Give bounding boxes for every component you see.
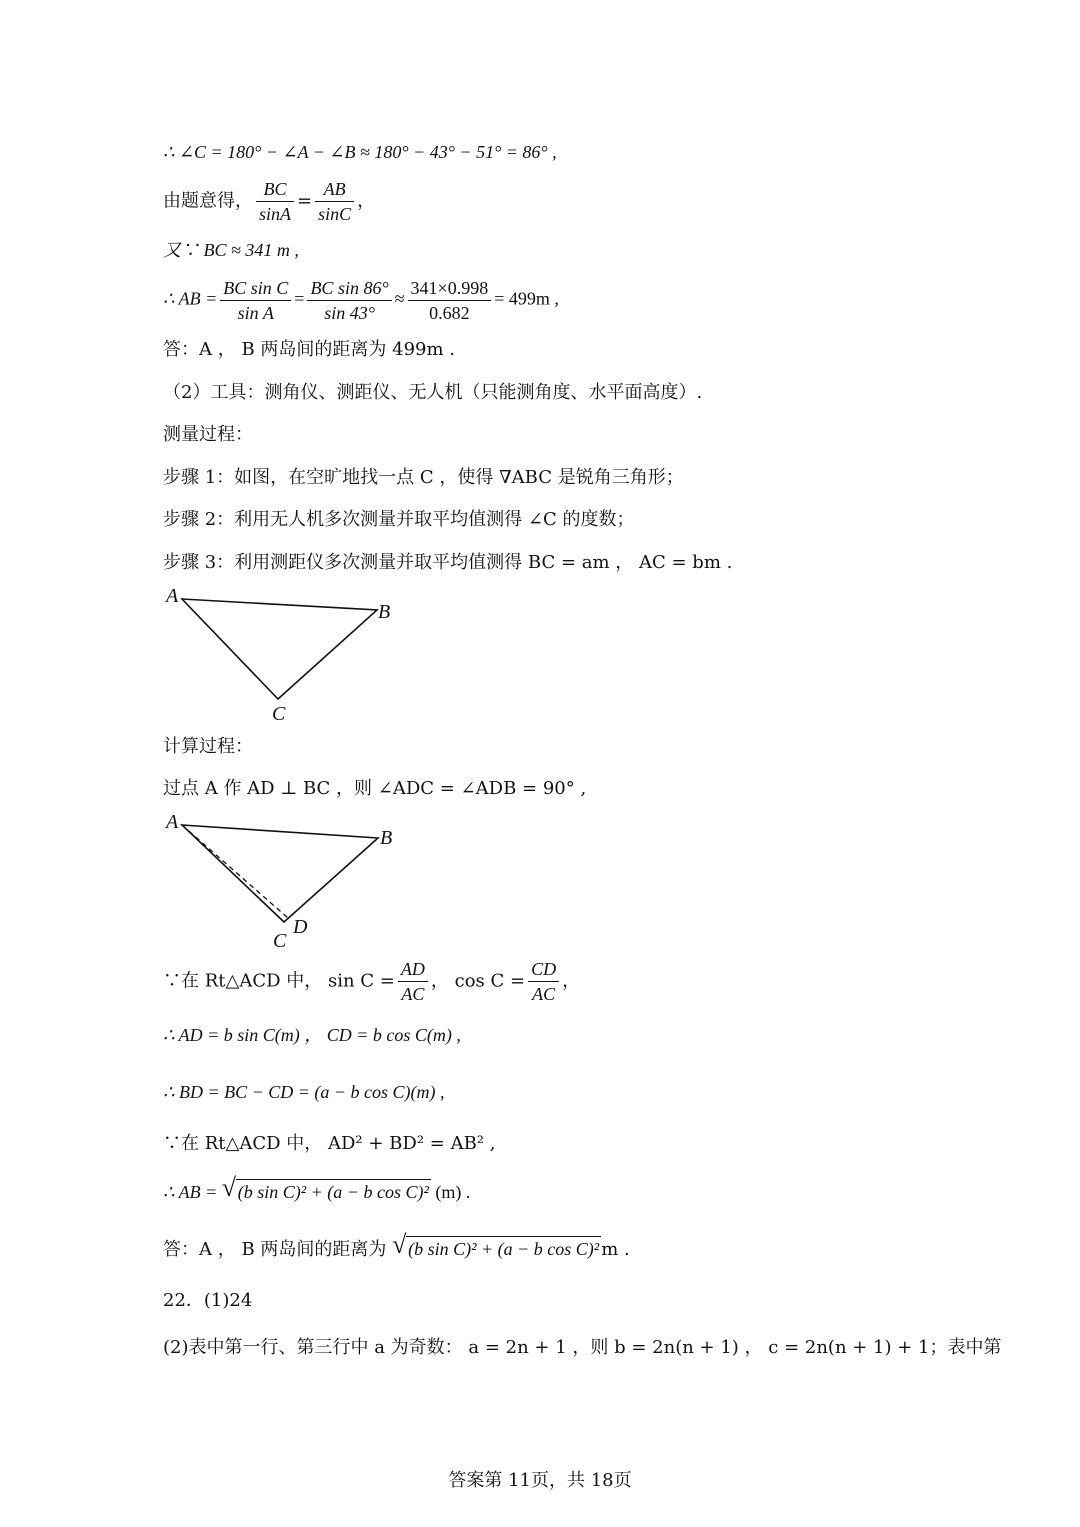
text: 答：A ， B 两岛间的距离为 — [163, 1239, 387, 1260]
numerator: AB — [315, 178, 354, 202]
text: ， — [357, 190, 376, 212]
line-step-3: 步骤 3：利用测距仪多次测量并取平均值测得 BC = am ， AC = bm . — [163, 552, 733, 573]
line-q22-1: 22．(1)24 — [163, 1290, 253, 1311]
text: ， — [562, 970, 581, 992]
line-calc-title: 计算过程： — [163, 736, 253, 757]
denominator: 0.682 — [429, 303, 470, 323]
numerator: CD — [528, 958, 559, 982]
text: = 499m , — [494, 288, 559, 309]
line-ab-result — [163, 1173, 471, 1204]
fraction — [398, 958, 428, 1005]
denominator: AC — [532, 984, 556, 1004]
fraction — [408, 277, 492, 324]
denominator: AC — [401, 984, 425, 1004]
line-q22-2: (2)表中第一行、第三行中 a 为奇数： a = 2n + 1 ，则 b = 2n(n + 1) ， c = 2n(n + 1) + 1；表中第 — [163, 1337, 1002, 1358]
label-a: A — [166, 585, 179, 607]
square-root: √ (b sin C)² + (a − b cos C)² — [392, 1230, 600, 1259]
line-pythagoras: ∵在 Rt△ACD 中， AD² + BD² = AB² , — [163, 1133, 496, 1154]
label-c: C — [273, 930, 287, 952]
radicand: (b sin C)² + (a − b cos C)² — [236, 1179, 431, 1202]
line-angle-c: ∴ ∠C = 180° − ∠A − ∠B ≈ 180° − 43° − 51° = 86° , — [163, 142, 557, 162]
label-c: C — [272, 703, 286, 725]
text: m . — [601, 1239, 630, 1260]
numerator: BC sin C — [220, 277, 291, 301]
label-b: B — [380, 827, 393, 849]
line-sine-rule: 由题意得， $\frac{BC}{\sin A}$ = $\frac{AB}{\sin C}$ ， — [163, 179, 376, 224]
page-footer: 答案第 11页，共 18页 — [448, 1470, 632, 1491]
denominator: sin 43° — [324, 303, 375, 323]
text: ∴ AB = — [163, 288, 218, 309]
label-a: A — [166, 811, 179, 833]
text: ∴ AB = — [163, 1182, 218, 1202]
line-trig — [163, 958, 580, 1005]
triangle-figure-2 — [160, 808, 400, 958]
line-step-2: 步骤 2：利用无人机多次测量并取平均值测得 ∠C 的度数； — [163, 509, 635, 530]
radicand: (b sin C)² + (a − b cos C)² — [406, 1236, 601, 1259]
line-answer-1: 答：A ， B 两岛间的距离为 499m . — [163, 339, 455, 360]
square-root: √ (b sin C)² + (a − b cos C)² — [221, 1173, 429, 1202]
text: ， cos C = — [430, 970, 526, 992]
fraction — [528, 958, 559, 1005]
line-step-1: 步骤 1：如图，在空旷地找一点 C ，使得 ∇ABC 是锐角三角形； — [163, 467, 684, 488]
line-perpendicular: 过点 A 作 AD ⊥ BC ，则 ∠ADC = ∠ADB = 90° , — [163, 778, 587, 799]
triangle-abc — [182, 825, 378, 922]
numerator: BC sin 86° — [307, 277, 391, 301]
fraction — [315, 178, 354, 225]
label-b: B — [378, 601, 391, 623]
denominator: sinA — [259, 204, 292, 224]
line-tools: （2）工具：测角仪、测距仪、无人机（只能测角度、水平面高度）. — [163, 382, 703, 403]
fraction — [220, 277, 291, 324]
line-bd: ∴ BD = BC − CD = (a − b cos C)(m) , — [163, 1082, 445, 1102]
denominator: sin A — [237, 303, 274, 323]
numerator: 341×0.998 — [408, 277, 492, 301]
altitude-ad — [182, 825, 288, 918]
line-answer-2 — [163, 1230, 630, 1262]
triangle-abc — [182, 599, 377, 699]
line-process-title: 测量过程： — [163, 424, 253, 445]
line-ab-calc: ∴ AB = $\frac{\text{BC sin C}}{\text{sin A}}$ = $\frac{\text{BC sin 86°}}{\sin 43^\circ}$ ≈ $\frac{341\times 0.998}{0.682}$ = 499m , — [163, 278, 559, 323]
fraction — [307, 277, 391, 324]
fraction — [256, 178, 294, 225]
numerator: AD — [398, 958, 428, 982]
numerator: BC — [256, 178, 294, 202]
line-bc-value: 又∵ BC ≈ 341 m , — [163, 240, 299, 260]
denominator: sinC — [318, 204, 352, 224]
label-d: D — [293, 916, 308, 938]
text: (m) . — [435, 1182, 471, 1202]
text: ∵在 Rt△ACD 中， sin C = — [163, 970, 395, 992]
line-ad-cd: ∴ AD = b sin C(m) ， CD = b cos C(m) , — [163, 1025, 461, 1045]
text: 由题意得， — [163, 190, 253, 212]
triangle-figure-1 — [160, 580, 400, 730]
